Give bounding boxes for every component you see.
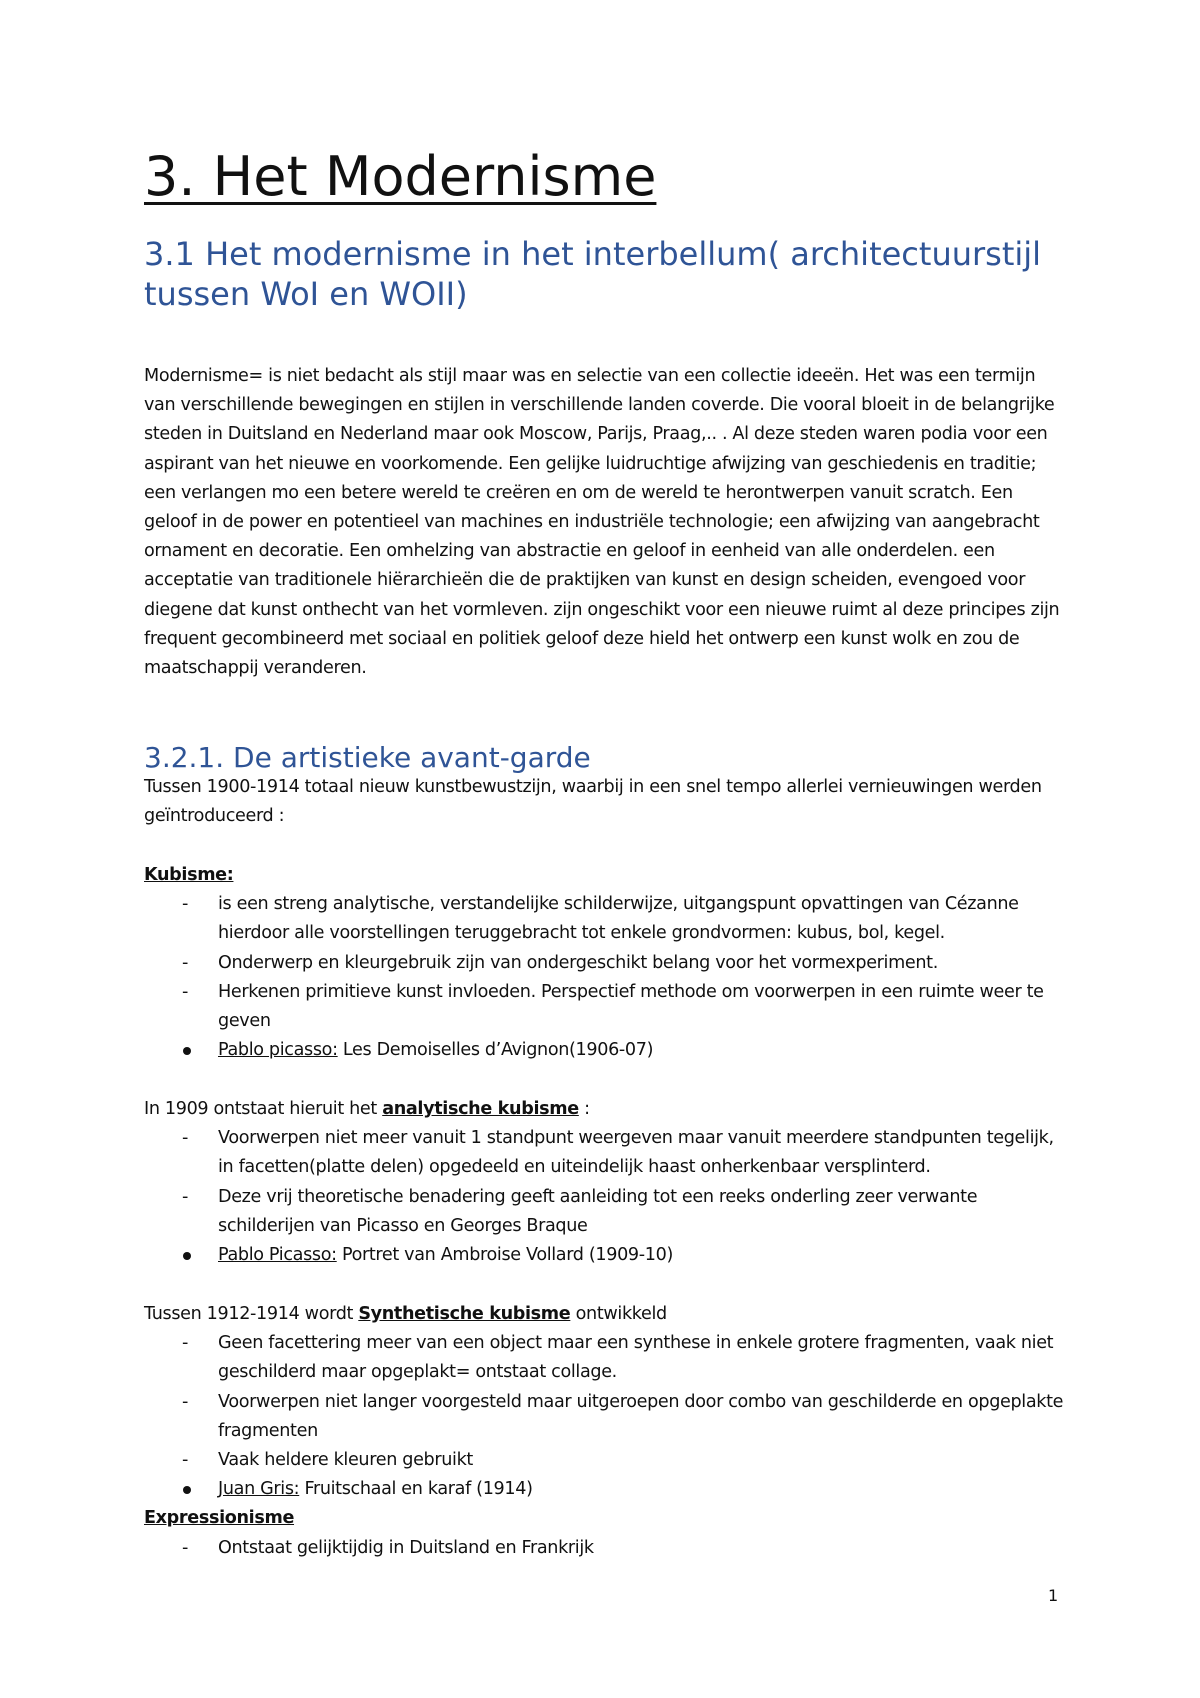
list-item	[144, 1446, 1064, 1475]
list-item-text: Vaak heldere kleuren gebruikt	[218, 1450, 473, 1471]
list-item	[144, 1124, 1064, 1182]
example-item	[144, 1036, 1064, 1065]
analytisch-intro	[144, 1095, 1064, 1124]
example-work: Portret van Ambroise Vollard (1909-10)	[336, 1245, 673, 1266]
list-item-text: Deze vrij theoretische benadering geeft aanleiding tot een reeks onderling zeer verwante schilderijen van Picasso en Georges Braque	[218, 1186, 978, 1236]
section-heading-3-2-1: 3.2.1. De artistieke avant-garde	[144, 741, 591, 774]
dash-marker: -	[182, 981, 188, 1002]
bullet-dot-icon	[183, 1486, 191, 1494]
synthetisch-intro-end: ontwikkeld	[570, 1304, 667, 1324]
synthetisch-intro-text: Tussen 1912-1914 wordt	[144, 1304, 359, 1324]
dash-marker: -	[182, 1186, 188, 1207]
list-item	[144, 978, 1064, 1036]
dash-marker: -	[182, 1128, 188, 1149]
kubisme-heading: Kubisme:	[144, 865, 234, 885]
dash-marker: -	[182, 894, 188, 915]
dash-marker: -	[182, 952, 188, 973]
dash-marker: -	[182, 1391, 188, 1412]
dash-marker: -	[182, 1450, 188, 1471]
synthetisch-term: Synthetische kubisme	[358, 1304, 571, 1324]
avant-garde-intro: Tussen 1900-1914 totaal nieuw kunstbewustzijn, waarbij in een snel tempo allerlei vernieuwingen werden geïntroduceerd :	[144, 777, 1042, 827]
page-title: 3. Het Modernisme	[144, 145, 657, 208]
list-item	[144, 949, 1064, 978]
list-item-text: Ontstaat gelijktijdig in Duitsland en Frankrijk	[218, 1537, 594, 1558]
dash-marker: -	[182, 1333, 188, 1354]
list-item-text: Onderwerp en kleurgebruik zijn van ondergeschikt belang voor het vormexperiment.	[218, 952, 938, 973]
list-item-text: Herkenen primitieve kunst invloeden. Perspectief methode om voorwerpen in een ruimte weer te geven	[218, 981, 1044, 1032]
example-work: Fruitschaal en karaf (1914)	[299, 1479, 533, 1500]
list-item-text: Voorwerpen niet langer voorgesteld maar uitgeroepen door combo van geschilderde en opgeplakte fragmenten	[218, 1391, 1064, 1441]
dash-marker: -	[182, 1537, 188, 1558]
avant-garde-intro-block	[144, 773, 1064, 831]
analytisch-intro-text: In 1909 ontstaat hieruit het	[144, 1099, 383, 1119]
list-item	[144, 1329, 1064, 1387]
list-item-text: Voorwerpen niet meer vanuit 1 standpunt weergeven maar vanuit meerdere standpunten tegelijk, in facetten(platte delen) opgedeeld en uiteindelijk haast onherkenbaar versplinterd.	[218, 1128, 1054, 1178]
example-work: Les Demoiselles d’Avignon(1906-07)	[337, 1040, 654, 1061]
analytisch-block	[144, 1095, 1064, 1270]
expressionisme-heading: Expressionisme	[144, 1508, 295, 1529]
example-artist: Juan Gris:	[218, 1479, 300, 1500]
list-item-text: Geen facettering meer van een object maar een synthese in enkele grotere fragmenten, vaak niet geschilderd maar opgeplakt= ontstaat collage.	[218, 1333, 1054, 1383]
synthetisch-intro	[144, 1300, 1064, 1329]
example-item	[144, 1475, 1064, 1504]
list-item	[144, 890, 1064, 948]
bullet-dot-icon	[183, 1047, 191, 1055]
example-artist: Pablo Picasso:	[218, 1245, 337, 1266]
analytisch-intro-end: :	[578, 1099, 590, 1119]
section-heading-3-1: 3.1 Het modernisme in het interbellum( architectuurstijl tussen WoI en WOII)	[144, 235, 1042, 313]
kubisme-block	[144, 861, 1064, 1065]
example-artist: Pablo picasso:	[218, 1040, 338, 1061]
analytisch-term: analytische kubisme	[382, 1099, 579, 1119]
page-number: 1	[1048, 1586, 1059, 1605]
bullet-dot-icon	[183, 1252, 191, 1260]
list-item	[144, 1534, 1064, 1563]
modernisme-paragraph: Modernisme= is niet bedacht als stijl maar was en selectie van een collectie ideeën. Het was een termijn van verschillende bewegingen en stijlen in verschillende landen coverde. Die vooral bloeit in de belangrijke steden in Duitsland en Nederland maar ook Moscow, Parijs, Praag,.. . Al deze steden waren podia voor een aspirant van het nieuwe en voorkomende. Een gelijke luidruchtige afwijzing van geschiedenis en traditie; een verlangen mo een betere wereld te creëren en om de wereld te herontwerpen vanuit scratch. Een geloof in de power en potentieel van machines en industriële technologie; een afwijzing van aangebracht ornament en decoratie. Een omhelzing van abstractie en geloof in eenheid van alle onderdelen. een acceptatie van traditionele hiërarchieën die de praktijken van kunst en design scheiden, evengoed voor diegene dat kunst onthecht van het vormleven. zijn ongeschikt voor een nieuwe ruimt al deze principes zijn frequent gecombineerd met sociaal en politiek geloof deze hield het ontwerp een kunst wolk en zou de maatschappij veranderen.	[144, 366, 1060, 679]
list-item-text: is een streng analytische, verstandelijke schilderwijze, uitgangspunt opvattingen van Cézanne hierdoor alle voorstellingen teruggebracht tot enkele grondvormen: kubus, bol, kegel.	[218, 894, 1019, 944]
synthetisch-block	[144, 1300, 1064, 1563]
list-item	[144, 1183, 1064, 1241]
example-item	[144, 1241, 1064, 1270]
list-item	[144, 1388, 1064, 1446]
